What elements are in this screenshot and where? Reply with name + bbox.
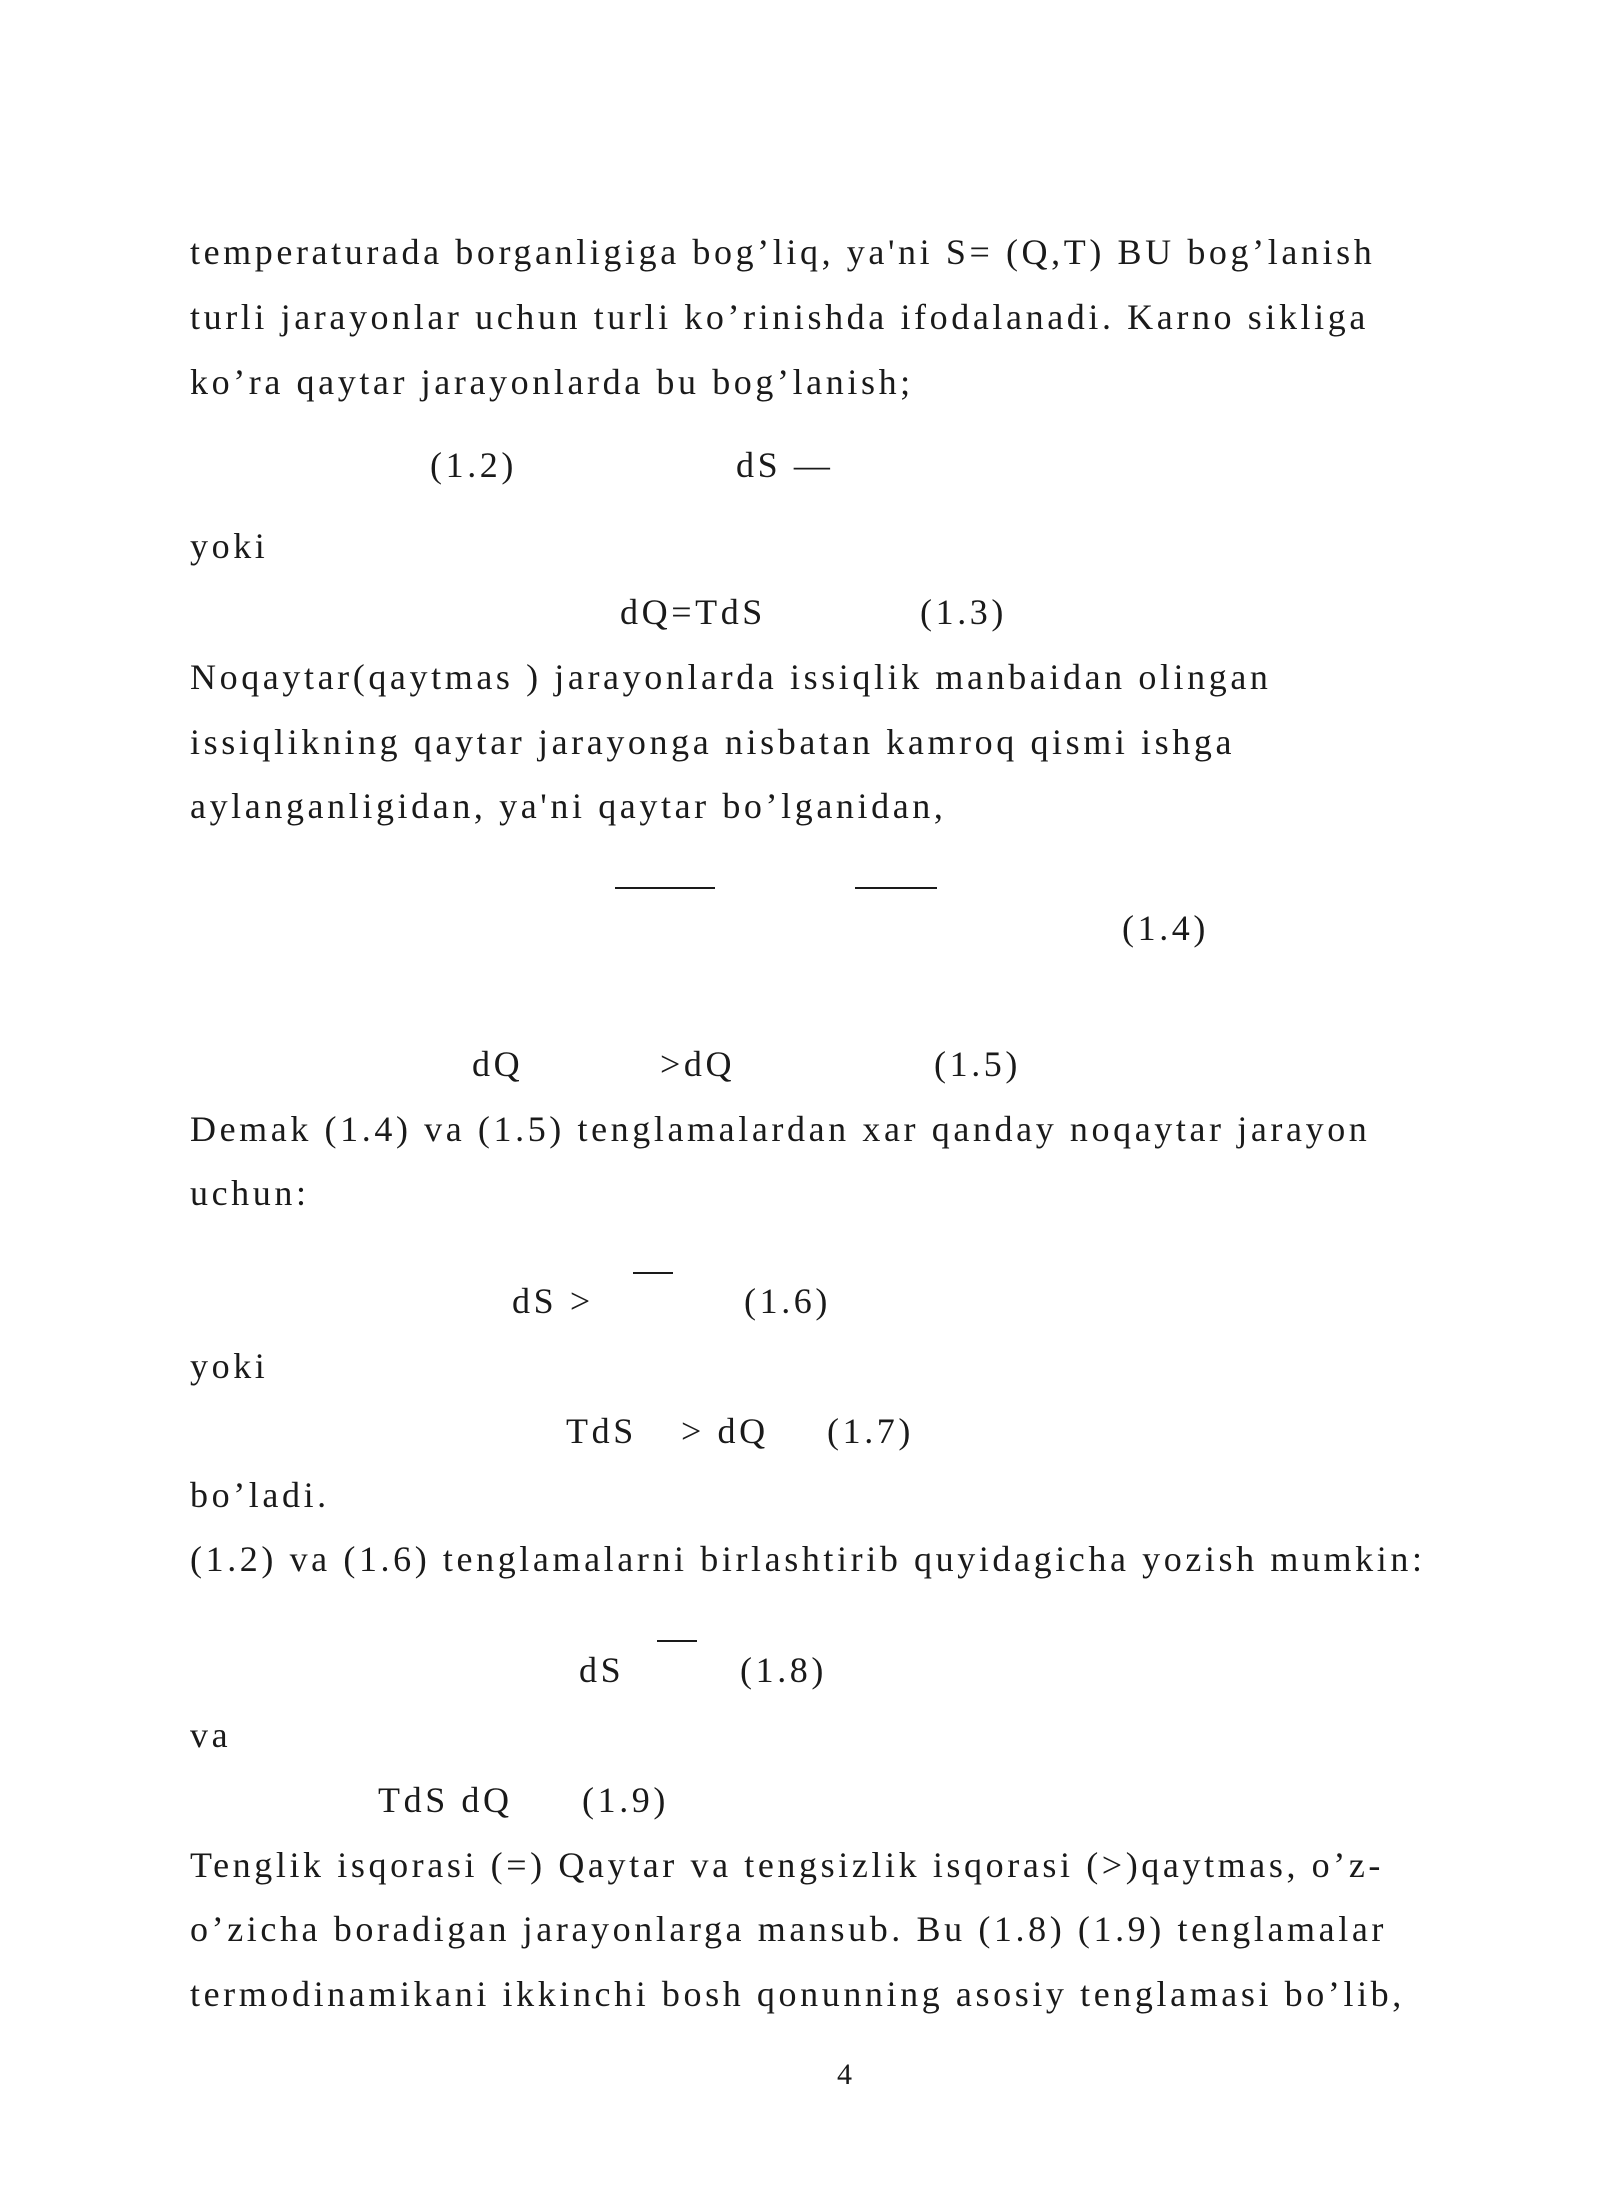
equation-1-3-number: (1.3) bbox=[920, 592, 1007, 632]
equation-1-5-lhs: dQ bbox=[472, 1044, 524, 1084]
equation-1-9-expression: TdS dQ bbox=[378, 1780, 513, 1820]
paragraph-2-line-3: aylanganligidan, ya'ni qaytar bo’lganidan, bbox=[190, 786, 947, 826]
equation-1-7-number: (1.7) bbox=[827, 1411, 914, 1451]
paragraph-2-line-1: Noqaytar(qaytmas ) jarayonlarda issiqlik manbaidan olingan bbox=[190, 657, 1272, 697]
word-boladi: bo’ladi. bbox=[190, 1475, 330, 1515]
equation-1-3-expression: dQ=TdS bbox=[620, 592, 766, 632]
equation-1-5-rhs: >dQ bbox=[660, 1044, 736, 1084]
paragraph-5-line-2: o’zicha boradigan jarayonlarga mansub. Bu (1.8) (1.9) tenglamalar bbox=[190, 1909, 1387, 1949]
paragraph-3-line-1: Demak (1.4) va (1.5) tenglamalardan xar qanday noqaytar jarayon bbox=[190, 1109, 1371, 1149]
paragraph-5-line-1: Tenglik isqorasi (=) Qaytar va tengsizlik isqorasi (>)qaytmas, o’z- bbox=[190, 1845, 1385, 1885]
word-yoki-1: yoki bbox=[190, 526, 269, 566]
equation-1-8-lhs: dS bbox=[579, 1650, 625, 1690]
equation-1-4-number: (1.4) bbox=[1122, 908, 1209, 948]
paragraph-4-line-1: (1.2) va (1.6) tenglamalarni birlashtirib quyidagicha yozish mumkin: bbox=[190, 1539, 1426, 1579]
equation-1-2-number: (1.2) bbox=[430, 445, 517, 485]
equation-1-8-number: (1.8) bbox=[740, 1650, 827, 1690]
equation-1-9-number: (1.9) bbox=[582, 1780, 669, 1820]
equation-1-2-lhs: dS — bbox=[736, 445, 834, 485]
equation-1-5-number: (1.5) bbox=[934, 1044, 1021, 1084]
equation-1-6-number: (1.6) bbox=[744, 1281, 831, 1321]
paragraph-1-line-3: ko’ra qaytar jarayonlarda bu bog’lanish; bbox=[190, 362, 914, 402]
equation-1-7-lhs: TdS bbox=[566, 1411, 637, 1451]
paragraph-3-line-2: uchun: bbox=[190, 1173, 310, 1213]
equation-1-6-fraction-bar bbox=[633, 1272, 673, 1274]
paragraph-1-line-2: turli jarayonlar uchun turli ko’rinishda ifodalanadi. Karno sikliga bbox=[190, 297, 1369, 337]
page-number: 4 bbox=[837, 2058, 852, 2091]
equation-1-8-fraction-bar bbox=[657, 1640, 697, 1642]
word-yoki-2: yoki bbox=[190, 1346, 269, 1386]
equation-1-4-fraction-bar-right bbox=[855, 887, 937, 889]
paragraph-2-line-2: issiqlikning qaytar jarayonga nisbatan kamroq qismi ishga bbox=[190, 722, 1236, 762]
paragraph-1-line-1: temperaturada borganligiga bog’liq, ya'ni S= (Q,T) BU bog’lanish bbox=[190, 232, 1376, 272]
equation-1-7-rhs: > dQ bbox=[681, 1411, 769, 1451]
equation-1-4-fraction-bar-left bbox=[615, 887, 715, 889]
equation-1-6-lhs: dS > bbox=[512, 1281, 594, 1321]
word-va: va bbox=[190, 1715, 232, 1755]
paragraph-5-line-3: termodinamikani ikkinchi bosh qonunning asosiy tenglamasi bo’lib, bbox=[190, 1974, 1405, 2014]
